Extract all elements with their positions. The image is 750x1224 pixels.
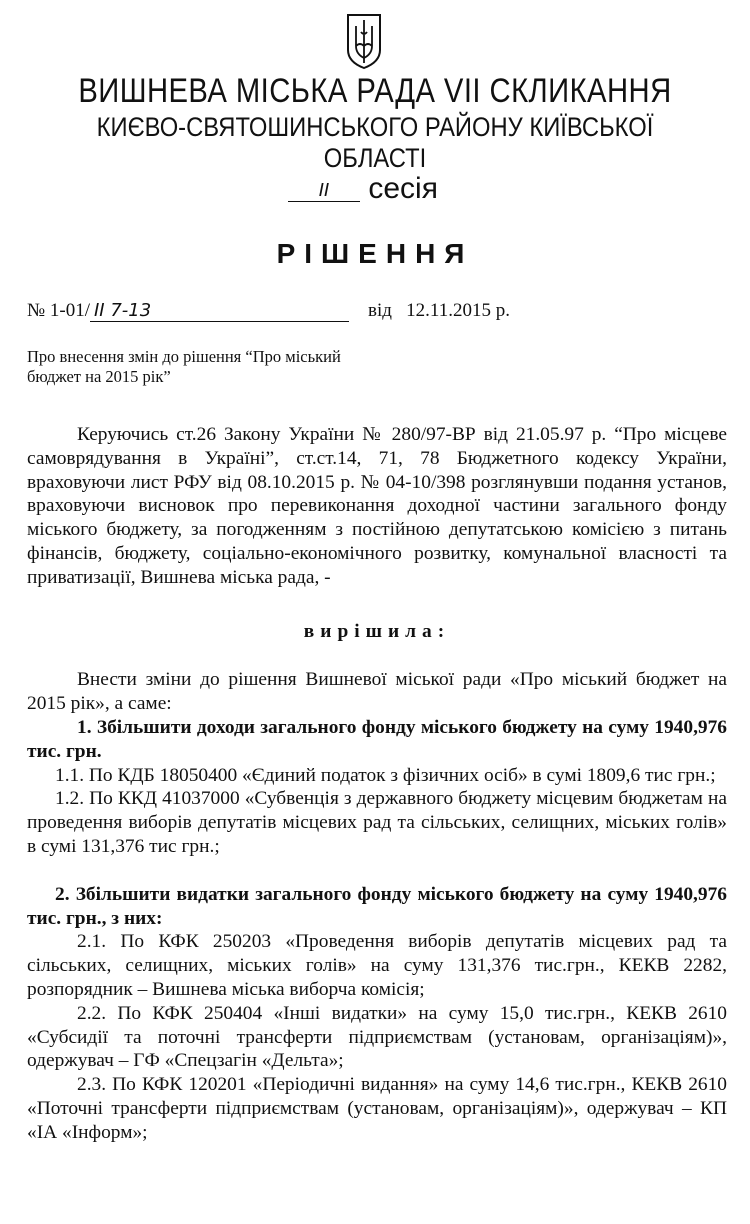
number-prefix: № 1-01/ [27,300,90,321]
section-2-title: 2. Збільшити видатки загального фонду міського бюджету на суму 1940,976 тис. грн., з них: [27,883,727,929]
subject: Про внесення змін до рішення “Про міський бюджет на 2015 рік” [27,347,341,386]
item-1-1: 1.1. По КДБ 18050400 «Єдиний податок з фізичних осіб» в сумі 1809,6 тис грн.; [55,764,716,786]
section-1-title: 1. Збільшити доходи загального фонду міського бюджету на суму 1940,976 тис. грн. [27,716,727,762]
org-name-line2: КИЄВО-СВЯТОШИНСЬКОГО РАЙОНУ КИЇВСЬКОЇ ОБЛАСТІ [96,112,654,173]
coat-of-arms-icon [344,12,384,70]
preamble-paragraph: Керуючись ст.26 Закону України № 280/97-ВР від 21.05.97 р. “Про місцеве самоврядування в Україні”, ст.ст.14, 71, 78 Бюджетного кодексу України, враховуючи лист РФУ від 08.10.2015 р. № 04-10/398 розглянувши подання установ, враховуючи висновок про перевиконання доходної частини загального фонду міського бюджету, за погодженням з постійною депутатською комісією з питань фінансів, бюджету, соціально-економічного розвитку, комунальної власності та приватизації, Вишнева міська рада, - [27,424,727,588]
item-2-2: 2.2. По КФК 250404 «Інші видатки» на суму 15,0 тис.грн., КЕКВ 2610 «Субсидії та поточні трансферти підприємствам (установам, організаціям)», одержувач – ГФ «Спецзагін «Дельта»; [27,1002,727,1072]
item-1-2: 1.2. По ККД 41037000 «Субвенція з державного бюджету місцевим бюджетам на проведення виборів депутатів місцевих рад та сільських, селищних, міських голів» в сумі 131,376 тис грн.; [27,788,727,857]
session-line [288,172,438,206]
session-number: ІІ [288,180,360,202]
org-name-line1: ВИШНЕВА МІСЬКА РАДА VII СКЛИКАННЯ [78,72,672,110]
item-2-3: 2.3. По КФК 120201 «Періодичні видання» на суму 14,6 тис.грн., КЕКВ 2610 «Поточні трансферти підприємствам (установам, організаціям)», одержувач – КП «ІА «Інформ»; [27,1074,727,1143]
date-label: від [367,300,392,321]
document-body [27,423,727,1145]
session-label: сесія [368,172,438,205]
intro-paragraph: Внести зміни до рішення Вишневої міської ради «Про міський бюджет на 2015 рік», а саме: [27,669,727,715]
decision-date: 12.11.2015 р. [406,300,510,321]
item-2-1: 2.1. По КФК 250203 «Проведення виборів депутатів місцевих рад та сільських, селищних, міських голів» на суму 131,376 тис.грн., КЕКВ 2282, розпорядник – Вишнева міська виборча комісія; [27,931,727,1000]
registration-line [27,300,510,322]
handwritten-number: II 7-13 [90,300,349,322]
document-title: РІШЕННЯ [276,238,474,269]
decided-heading: вирішила: [303,620,451,642]
